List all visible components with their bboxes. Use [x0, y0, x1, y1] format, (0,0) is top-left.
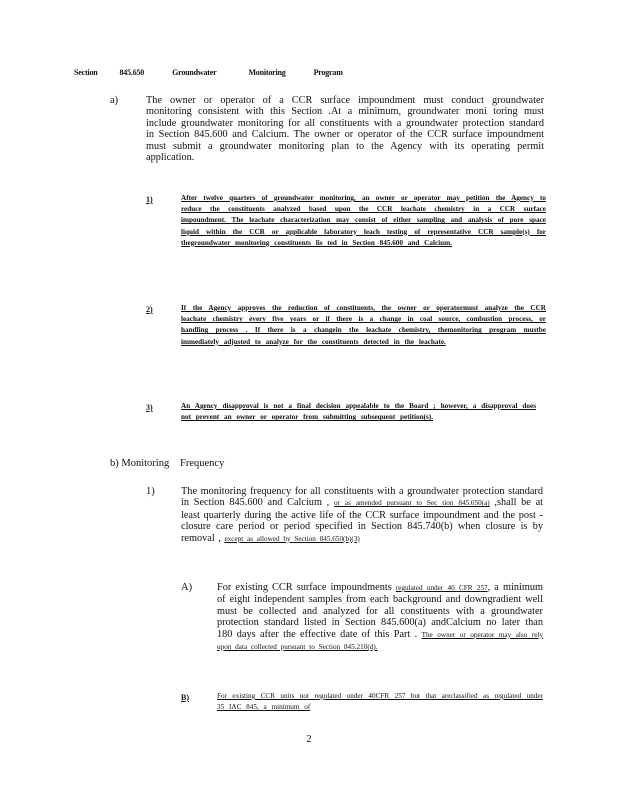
- item-b1-text-2: ,shall be at least quarterly during the active life of the CCR surface impoundment and the post -closure care period or period specified in Section 845.740(b) when closure is by removal ,: [181, 497, 544, 544]
- item-a1-label: 1): [146, 195, 153, 204]
- item-b1-text: [181, 486, 543, 545]
- item-bA-text-2: , a minimum of eight independent samples from each background and downgradient well must be collected and analyzed for all constituents with a groundwater protection standard listed in Section 845.600(a) andCalcium no later than 180 days after the effective date of this Part .: [217, 582, 543, 640]
- subsection-b-label: b) Monitoring: [110, 458, 170, 469]
- item-a1-text: After twelve quarters of groundwater monitoring, an owner or operator may petition the Agency to reduce the constituents analyzed based upon the CCR leachate chemistry in a CCR surface impoundment. The leachate characterization may consist of either sampling and analysis of pore space liquid within the CCR or applicable laboratory leach testing of representative CCR sample(s) for thegroundwater monitoring constituents lis ted in Section 845.600 and Calcium.: [181, 194, 546, 247]
- subsection-b-title: Frequency: [180, 458, 225, 469]
- item-bA-insert-1: regulated under 40 CFR 257: [395, 584, 488, 592]
- subsection-a-text: The owner or operator of a CCR surface impoundment must conduct groundwater monitoring consistent with this Section .At a minimum, groundwater moni toring must include groundwater monitoring for all constituents with a groundwater protection standard in Section 845.600 and Calcium. The owner or operator of the CCR surface impoundment must submit a groundwater monitoring plan to the Agency with its operating permit application.: [146, 95, 544, 164]
- item-b1-insert-2: except as allowed by Section 845.650(b)(3): [224, 534, 360, 543]
- item-b1-text-1: The monitoring frequency for all constituents with a groundwater protection standard in Section 845.600 and Calcium ,: [181, 486, 543, 509]
- item-b1-label: 1): [146, 486, 155, 497]
- heading-title-1: Groundwater: [172, 68, 217, 77]
- item-a2-label: 2): [146, 305, 153, 314]
- heading-title-2: Monitoring: [248, 68, 286, 77]
- item-a2-text: If the Agency approves the reduction of constituents, the owner or operatormust analyze the CCR leachate chemistry every five years or if there is a change in coal source, combustion process, or handling process . If there is a changein the leachate chemistry, themonitoring program mustbe immediately adjusted to analyze for the constituents detected in the leachate.: [181, 304, 546, 346]
- heading-section-number: 845.650: [119, 68, 145, 77]
- subsection-a-label: a): [110, 95, 119, 106]
- item-b1-insert-1: or as amended pursuant to Sec tion 845.650(a): [333, 499, 490, 508]
- section-heading: [74, 68, 554, 77]
- heading-section-word: Section: [74, 68, 98, 77]
- item-bB-text: For existing CCR units not regulated under 40CFR 257 but that areclassified as regulated under 35 IAC 845, a minimum of: [217, 692, 543, 712]
- item-a3-text: An Agency disapproval is not a final decision appealable to the Board ; however, a disapproval does not prevent an owner or operator from submitting subsequent petition(s).: [181, 402, 536, 422]
- item-bB-label: B): [181, 693, 189, 702]
- item-bA-label: A): [181, 582, 193, 593]
- page-number: 2: [306, 734, 312, 745]
- item-a3-label: 3): [146, 403, 153, 412]
- heading-title-3: Program: [313, 68, 343, 77]
- item-bA-text: [217, 582, 543, 653]
- item-bA-insert-2: The owner or operator may also rely upon data collected pursuant to Section 845.210(d).: [217, 630, 544, 652]
- item-bA-text-1: For existing CCR surface impoundments: [217, 582, 392, 593]
